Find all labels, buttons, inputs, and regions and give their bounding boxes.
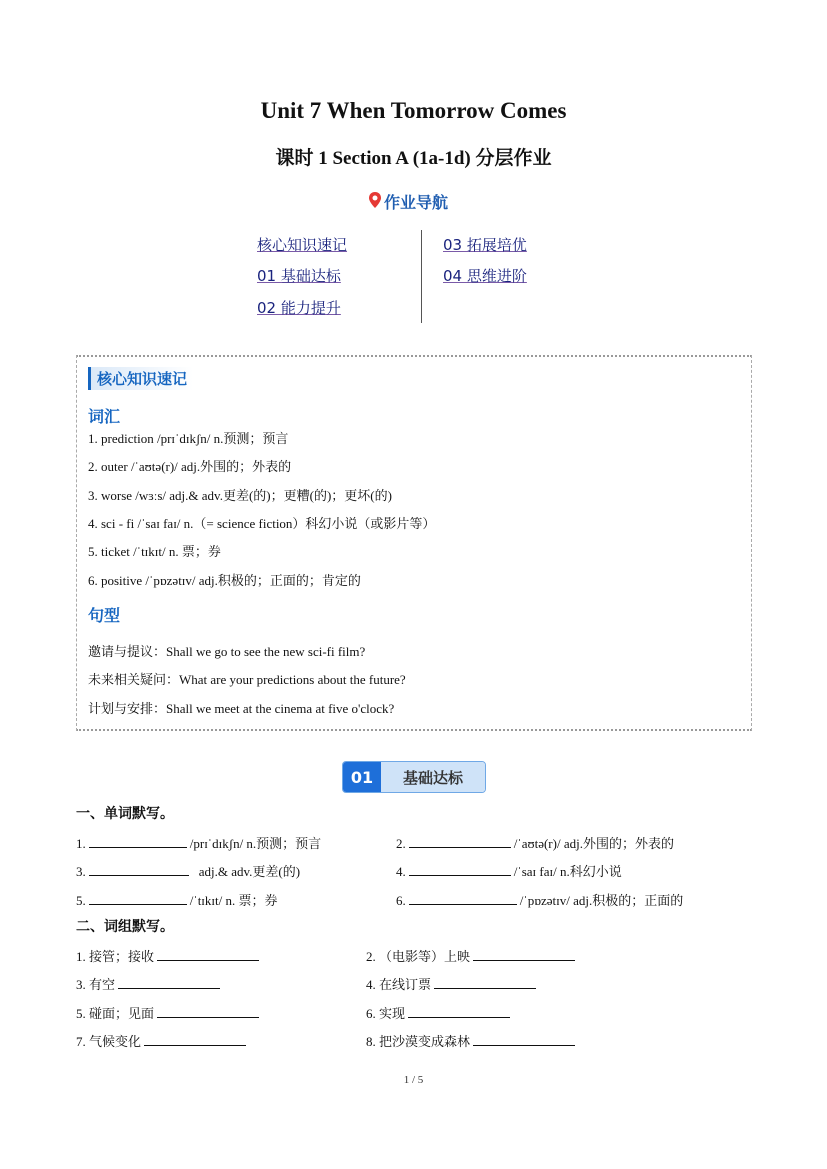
answer-blank[interactable]	[118, 987, 220, 989]
section-label: 基础达标	[381, 762, 485, 792]
nav-link-04[interactable]: 04 思维进阶	[443, 267, 527, 285]
vocab-item: 4. sci - fi /ˈsaɪ faɪ/ n.（= science fiction）科幻小说（或影片等）	[88, 516, 436, 531]
phrase-item: 5. 碰面；见面	[76, 1003, 262, 1022]
nav-link-03[interactable]: 03 拓展培优	[443, 236, 527, 254]
vocab-item: 5. ticket /ˈtɪkɪt/ n. 票；券	[88, 544, 221, 559]
part2-heading: 二、词组默写。	[76, 919, 174, 935]
nav-link-01[interactable]: 01 基础达标	[257, 267, 341, 285]
phrase-item: 7. 气候变化	[76, 1031, 249, 1050]
word-item: 6. /ˈpɒzətɪv/ adj.积极的；正面的	[396, 893, 684, 908]
location-pin-icon	[368, 191, 382, 213]
nav-divider	[421, 230, 422, 323]
phrase-item: 8. 把沙漠变成森林	[366, 1031, 578, 1050]
answer-blank[interactable]	[157, 959, 259, 961]
word-item: 2. /ˈaʊtə(r)/ adj.外围的；外表的	[396, 836, 674, 851]
vocab-item: 1. prediction /prɪˈdɪkʃn/ n.预测；预言	[88, 431, 289, 446]
answer-blank[interactable]	[89, 903, 187, 905]
phrase-item: 6. 实现	[366, 1003, 513, 1022]
nav-link-core[interactable]: 核心知识速记	[257, 236, 348, 254]
phrase-item: 1. 接管；接收	[76, 946, 262, 965]
answer-blank[interactable]	[409, 903, 517, 905]
word-item: 3. adj.& adv.更差(的)	[76, 864, 301, 879]
answer-blank[interactable]	[408, 1016, 510, 1018]
word-item: 5. /ˈtɪkɪt/ n. 票；券	[76, 893, 278, 908]
sentence-item: 计划与安排：Shall we meet at the cinema at five o'clock?	[88, 701, 395, 716]
nav-title	[368, 190, 448, 213]
word-item: 4. /ˈsaɪ faɪ/ n.科幻小说	[396, 864, 622, 879]
phrase-item: 3. 有空	[76, 974, 223, 993]
answer-blank[interactable]	[434, 987, 536, 989]
sentence-heading: 句型	[88, 606, 121, 625]
vocab-item: 2. outer /ˈaʊtə(r)/ adj.外围的；外表的	[88, 459, 292, 474]
answer-blank[interactable]	[409, 846, 511, 848]
nav-link-02[interactable]: 02 能力提升	[257, 299, 341, 317]
core-knowledge-tab: 核心知识速记	[88, 367, 193, 390]
section-number: 01	[343, 762, 381, 792]
vocab-heading: 词汇	[88, 407, 121, 426]
vocab-item: 6. positive /ˈpɒzətɪv/ adj.积极的；正面的；肯定的	[88, 573, 361, 588]
answer-blank[interactable]	[144, 1044, 246, 1046]
sentence-item: 邀请与提议：Shall we go to see the new sci-fi film?	[88, 644, 366, 659]
answer-blank[interactable]	[473, 959, 575, 961]
sentence-item: 未来相关疑问：What are your predictions about the future?	[88, 672, 406, 687]
page-number: 1 / 5	[403, 1074, 424, 1086]
answer-blank[interactable]	[157, 1016, 259, 1018]
vocab-item: 3. worse /wɜːs/ adj.& adv.更差(的)；更糟(的)；更坏(的)	[88, 488, 392, 503]
phrase-item: 4. 在线订票	[366, 974, 539, 993]
phrase-item: 2. （电影等）上映	[366, 946, 578, 965]
page-subtitle: 课时 1 Section A (1a-1d) 分层作业	[275, 148, 552, 169]
answer-blank[interactable]	[89, 874, 189, 876]
nav-title-text: 作业导航	[384, 193, 449, 212]
answer-blank[interactable]	[473, 1044, 575, 1046]
answer-blank[interactable]	[89, 846, 187, 848]
answer-blank[interactable]	[409, 874, 511, 876]
page-title: Unit 7 When Tomorrow Comes	[260, 98, 567, 123]
word-item: 1. /prɪˈdɪkʃn/ n.预测；预言	[76, 836, 322, 851]
section-01-badge	[342, 761, 486, 793]
part1-heading: 一、单词默写。	[76, 806, 174, 822]
